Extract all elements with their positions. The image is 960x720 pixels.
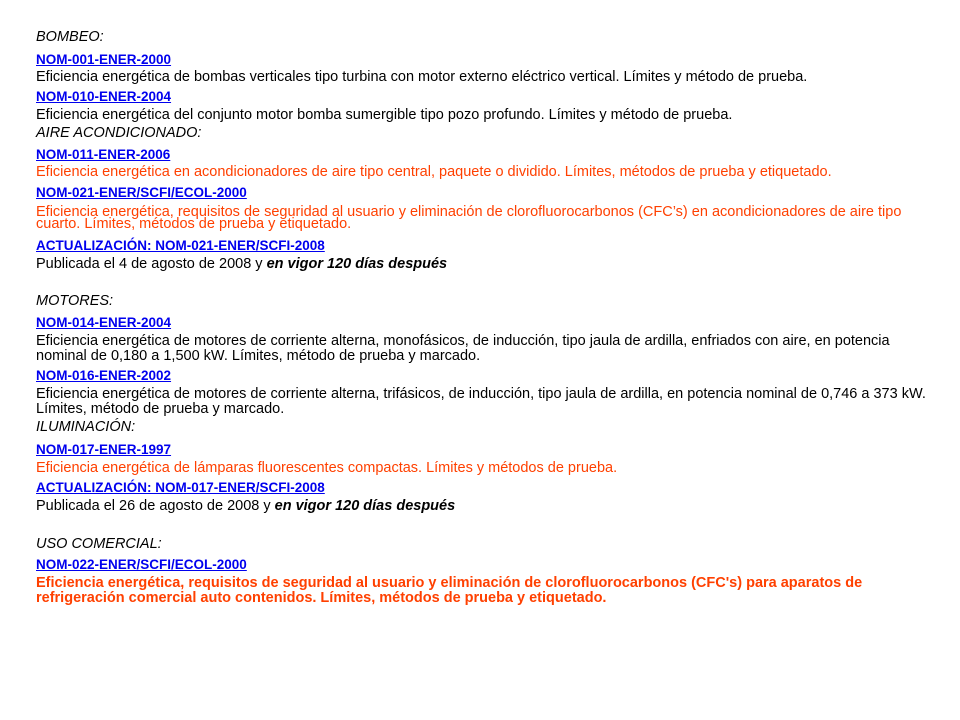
nom-021-update-note [36,257,926,272]
nom-link-container [36,442,926,458]
section-heading-aire: AIRE ACONDICIONADO: [36,125,202,141]
nom-link-container [36,147,926,163]
nom-link-container [36,480,926,496]
update-emphasis: en vigor 120 días después [274,498,456,514]
nom-017-update-note [36,499,926,514]
update-emphasis: en vigor 120 días después [266,256,448,272]
nom-016-link[interactable]: NOM-016-ENER-2002 [36,368,172,383]
section-heading-bombeo: BOMBEO: [36,29,104,45]
nom-011-link[interactable]: NOM-011-ENER-2006 [36,147,171,162]
nom-010-description: Eficiencia energética del conjunto motor bomba sumergible tipo pozo profundo. Límites y método de prueba. [36,107,733,123]
nom-016-description: Eficiencia energética de motores de corriente alterna, trifásicos, de inducción, tipo jaula de ardilla, en potencia nominal de 0,746 a 373 kW. Límites, método de prueba y marcado. [36,386,926,417]
nom-017-update-link[interactable]: ACTUALIZACIÓN: NOM-017-ENER/SCFI-2008 [36,480,325,495]
nom-010-link[interactable]: NOM-010-ENER-2004 [36,89,172,104]
section-heading-motores: MOTORES: [36,293,114,309]
nom-021-link[interactable]: NOM-021-ENER/SCFI/ECOL-2000 [36,185,247,200]
nom-014-description: Eficiencia energética de motores de corriente alterna, monofásicos, de inducción, tipo jaula de ardilla, enfriados con aire, en potencia nominal de 0,180 a 1,500 kW. Límites, método de prueba y marcado. [36,333,890,364]
nom-link-container [36,238,926,254]
update-text: Publicada el 26 de agosto de 2008 y [36,498,275,514]
nom-017-link[interactable]: NOM-017-ENER-1997 [36,442,172,457]
nom-021-description: Eficiencia energética, requisitos de seguridad al usuario y eliminación de clorofluorocarbonos (CFC’s) en acondicionadores de aire tipo cuarto. Límites, métodos de prueba y etiquetado. [36,204,902,232]
nom-014-link[interactable]: NOM-014-ENER-2004 [36,315,172,330]
nom-link-container [36,557,926,573]
nom-link-container [36,315,926,331]
nom-022-link[interactable]: NOM-022-ENER/SCFI/ECOL-2000 [36,557,247,572]
update-text: Publicada el 4 de agosto de 2008 y [36,256,267,272]
nom-link-container [36,52,926,68]
nom-link-container [36,368,926,384]
nom-link-container [36,185,926,201]
nom-017-description: Eficiencia energética de lámparas fluorescentes compactas. Límites y métodos de prueba. [36,460,618,476]
nom-link-container [36,89,926,105]
nom-001-link[interactable]: NOM-001-ENER-2000 [36,52,172,67]
nom-001-description: Eficiencia energética de bombas verticales tipo turbina con motor externo eléctrico vertical. Límites y método de prueba. [36,69,808,85]
section-heading-iluminacion: ILUMINACIÓN: [36,419,136,435]
nom-021-update-link[interactable]: ACTUALIZACIÓN: NOM-021-ENER/SCFI-2008 [36,238,325,253]
section-heading-comercial: USO COMERCIAL: [36,536,162,552]
nom-022-description: Eficiencia energética, requisitos de seguridad al usuario y eliminación de clorofluorocarbonos (CFC's) para aparatos de refrigeración comercial auto contenidos. Límites, métodos de prueba y etiquetado. [36,575,863,606]
nom-011-description: Eficiencia energética en acondicionadores de aire tipo central, paquete o dividido. Límites, métodos de prueba y etiquetado. [36,164,832,180]
